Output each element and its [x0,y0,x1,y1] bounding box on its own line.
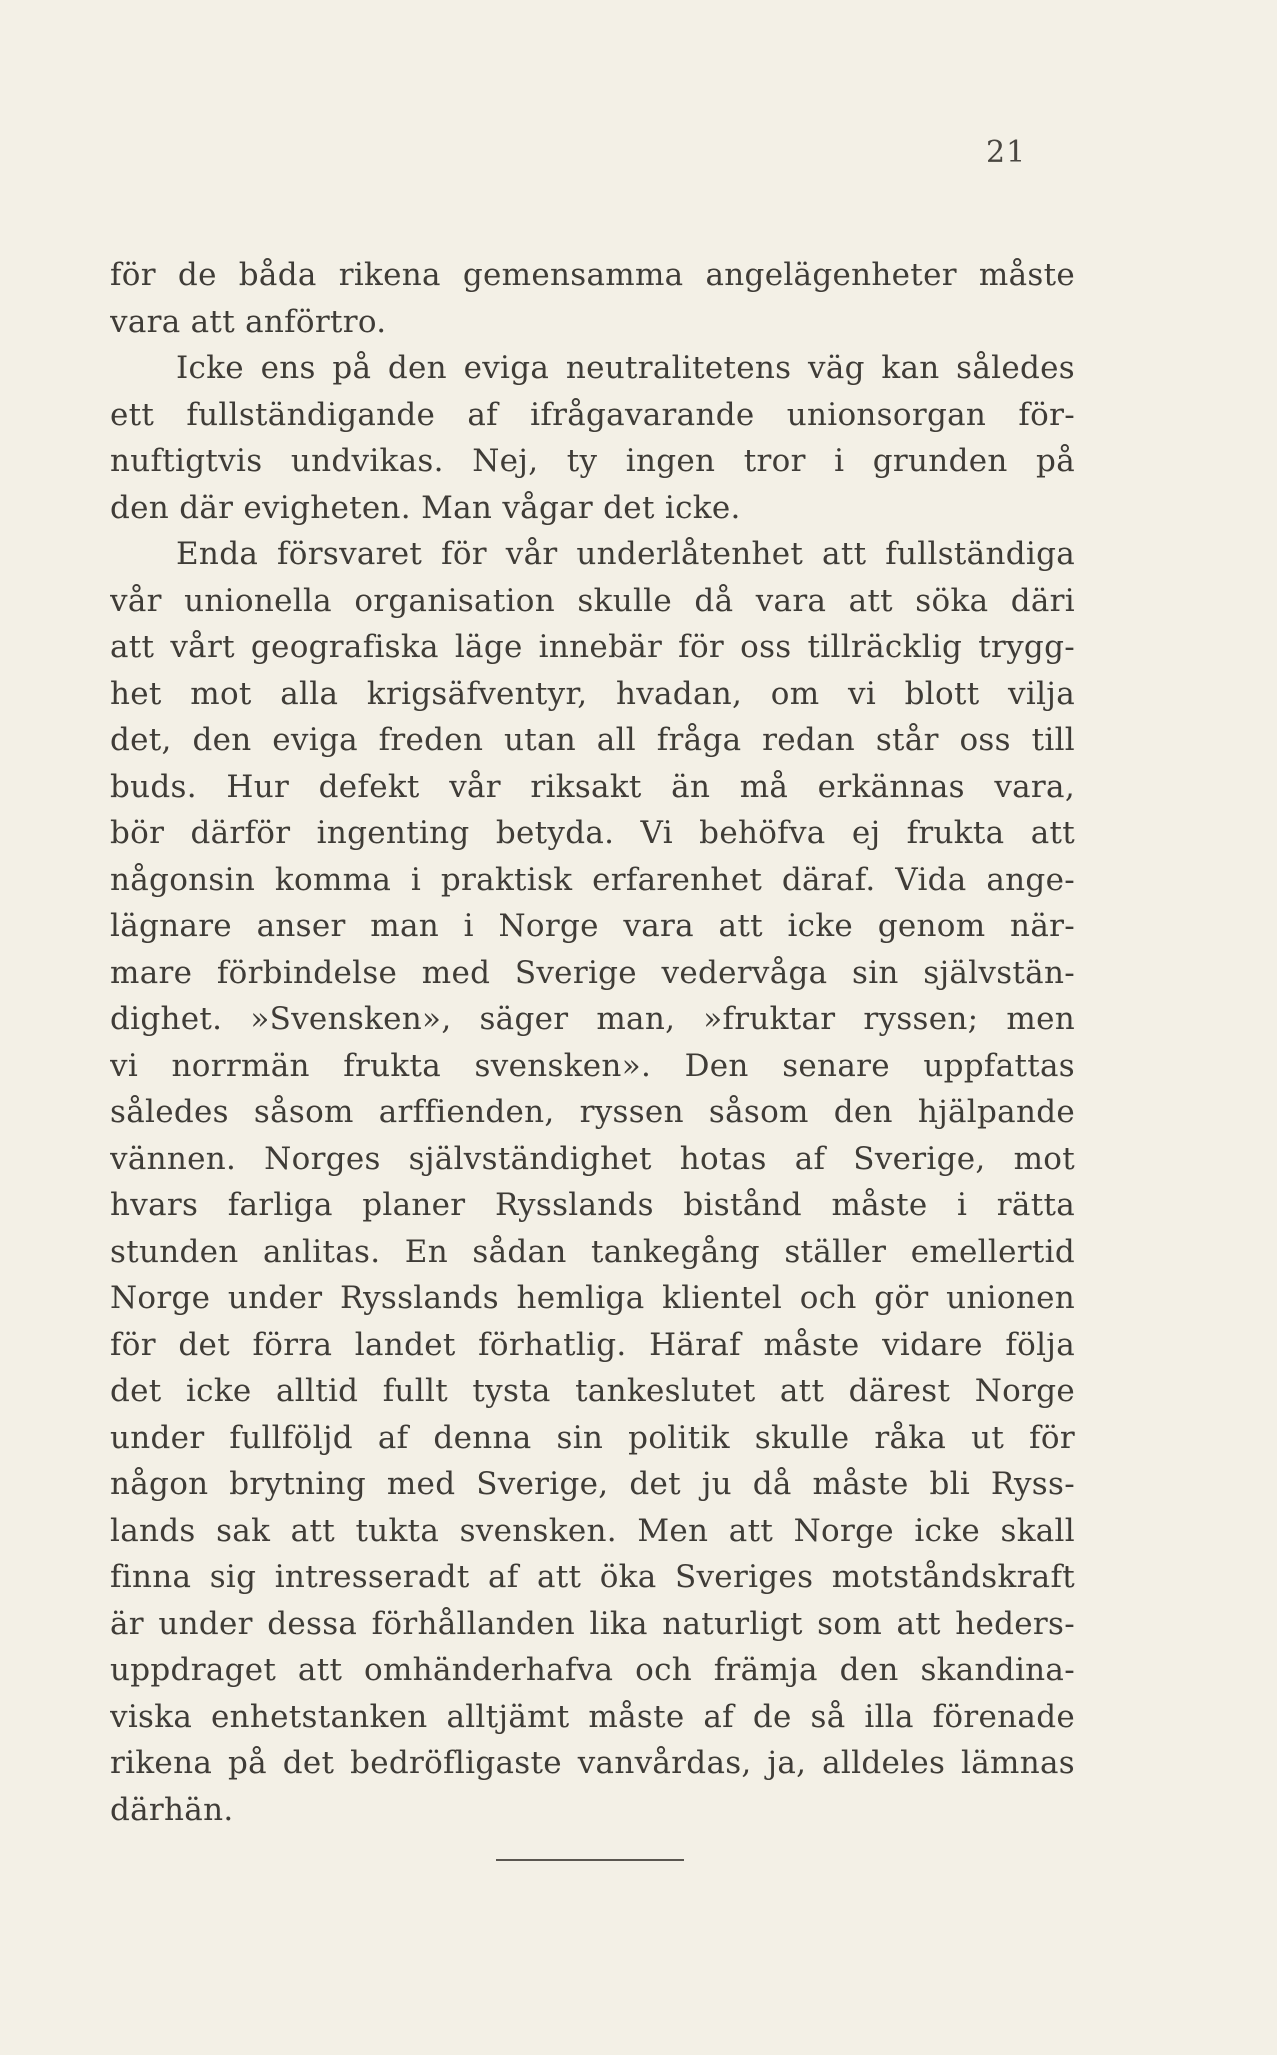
text-line: bör därför ingenting betyda. Vi behöfva ej frukta att [110,815,1075,851]
text-line: buds. Hur defekt vår riksakt än må erkännas vara, [110,768,1075,805]
text-line: under fullföljd af denna sin politik skulle råka ut för [110,1419,1075,1456]
text-line: mare förbindelse med Sverige vedervåga sin självstän- [110,954,1075,991]
text-line: dighet. »Svensken», säger man, »fruktar ryssen; men [110,1001,1075,1037]
text-line: rikena på det bedröfligaste vanvårdas, ja, alldeles lämnas [110,1745,1075,1781]
text-line: vara att anförtro. [110,303,387,340]
text-line: lands sak att tukta svensken. Men att Norge icke skall [110,1512,1075,1549]
text-line: hvars farliga planer Rysslands bistånd måste i rätta [110,1187,1075,1223]
text-line: det icke alltid fullt tysta tankeslutet att därest Norge [110,1373,1075,1409]
text-line: finna sig intresseradt af att öka Sveriges motståndskraft [110,1559,1075,1595]
text-line: lägnare anser man i Norge vara att icke genom när- [110,908,1075,944]
text-line: vi norrmän frukta svensken». Den senare uppfattas [110,1047,1075,1084]
text-line: för de båda rikena gemensamma angelägenheter måste [110,257,1075,293]
text-line: viska enhetstanken alltjämt måste af de så illa förenade [110,1698,1075,1735]
text-line: ett fullständigande af ifrågavarande unionsorgan för- [110,396,1075,433]
text-line: att vårt geografiska läge innebär för oss tillräcklig trygg- [110,629,1075,665]
text-line: vår unionella organisation skulle då vara att söka däri [110,582,1075,619]
text-line: stunden anlitas. En sådan tankegång ställer emellertid [110,1233,1075,1270]
text-line: het mot alla krigsäfventyr, hvadan, om vi blott vilja [110,675,1075,712]
text-line: Norge under Rysslands hemliga klientel och gör unionen [110,1280,1075,1316]
text-line: vännen. Norges självständighet hotas af Sverige, mot [110,1140,1075,1177]
text-line: den där evigheten. Man vågar det icke. [110,489,741,526]
text-line: nuftigtvis undvikas. Nej, ty ingen tror i grunden på [110,443,1075,479]
text-line: uppdraget att omhänderhafva och främja den skandina- [110,1652,1075,1688]
text-line: är under dessa förhållanden lika naturligt som att heders- [110,1605,1075,1642]
body-text [110,252,1075,1833]
text-line: för det förra landet förhatlig. Häraf måste vidare följa [110,1326,1075,1363]
text-line: någon brytning med Sverige, det ju då måste bli Ryss- [110,1466,1075,1502]
text-line: Icke ens på den eviga neutralitetens väg kan således [176,350,1075,386]
page-number: 21 [986,135,1027,170]
end-rule [496,1859,684,1861]
text-line: det, den eviga freden utan all fråga redan står oss till [110,722,1075,758]
text-line: någonsin komma i praktisk erfarenhet däraf. Vida ange- [110,861,1075,898]
text-line: således såsom arffienden, ryssen såsom den hjälpande [110,1094,1075,1130]
text-line: därhän. [110,1791,234,1828]
text-line: Enda försvaret för vår underlåtenhet att fullständiga [176,536,1075,572]
